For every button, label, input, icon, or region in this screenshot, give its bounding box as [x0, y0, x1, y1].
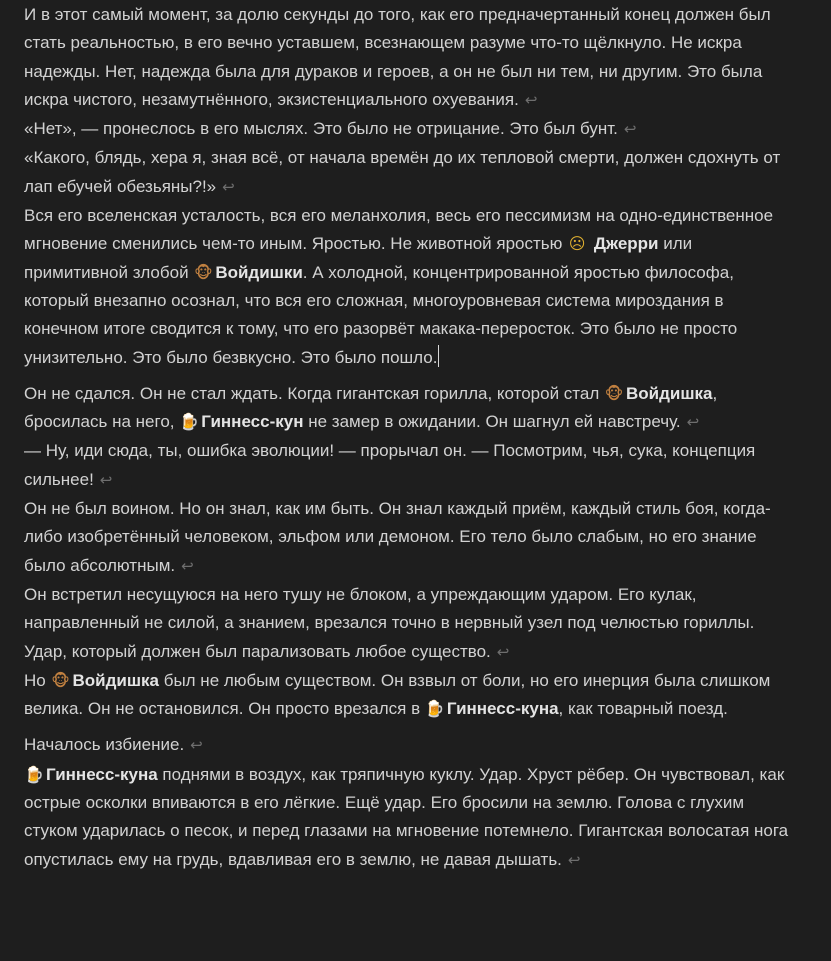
- paragraph-text: Но: [24, 670, 46, 690]
- return-arrow-icon: ↩: [222, 178, 235, 196]
- monkey-face-emoji-icon: 🐵: [604, 383, 624, 403]
- paragraph-text: — Ну, иди сюда, ты, ошибка эволюции! — прорычал он. — Посмотрим, чья, сука, концепция сильнее!: [24, 441, 756, 489]
- name-voidishka: Войдишка: [626, 383, 713, 403]
- paragraph-text: Он не был воином. Но он знал, как им быть. Он знал каждый приём, каждый стиль боя, когда-либо изобретённый человеком, эльфом или демоном. Его тело было слабым, но его знание было абсолютным.: [24, 499, 771, 575]
- paragraph-8: [24, 581, 831, 667]
- return-arrow-icon: ↩: [686, 414, 700, 432]
- paragraph-11: [24, 761, 831, 875]
- beer-mug-emoji-icon: 🍺: [179, 412, 200, 432]
- paragraph-text: был не любым существом. Он взвыл от боли, но его инерция была слишком велика. Он не остановился. Он просто врезался в: [24, 670, 771, 719]
- paragraph-9: [24, 667, 831, 724]
- name-guinness-gen: Гиннесс-куна: [446, 699, 559, 719]
- beer-mug-emoji-icon: 🍺: [24, 764, 44, 784]
- monkey-face-emoji-icon: 🐵: [194, 262, 213, 282]
- paragraph-text: Он не сдался. Он не стал ждать. Когда гигантская горилла, которой стал: [24, 383, 600, 403]
- paragraph-text: не замер в ожидании. Он шагнул ей навстречу.: [308, 412, 681, 432]
- beer-mug-emoji-icon: 🍺: [424, 699, 445, 719]
- paragraph-1: [24, 0, 831, 115]
- paragraph-6: [24, 437, 831, 495]
- paragraph-text: . А холодной, концентрированной яростью философа, который внезапно осознал, что вся его сложная, многоуровневая система мироздания в конечном итоге сводится к тому, что его разорвёт макака-переросток. Это было не просто унизительно. Это было безвкусно. Это было пошло.: [24, 262, 738, 367]
- paragraph-text: Он встретил несущуюся на него тушу не блоком, а упреждающим ударом. Его кулак, направленный не силой, а знанием, врезался точно в нервный узел под челюстью гориллы. Удар, который должен был парализовать любое существо.: [24, 584, 755, 661]
- return-arrow-icon: ↩: [567, 851, 581, 869]
- return-arrow-icon: ↩: [190, 737, 203, 755]
- paragraph-text: И в этот самый момент, за долю секунды до того, как его предначертанный конец должен был стать реальностью, в его вечно уставшем, всезнающем разуме что-то щёлкнуло. Не искра надежды. Нет, надежда была для дураков и героев, а он не был ни тем, ни другим. Это была искра чистого, незамутнённого, экзистенциального охуевания.: [24, 5, 771, 109]
- paragraph-text: поднями в воздух, как тряпичную куклу. Удар. Хруст рёбер. Он чувствовал, как острые осколки впиваются в его лёгкие. Ещё удар. Его бросили на землю. Голова с глухим стуком ударилась о песок, и перед глазами на мгновение потемнело. Гигантская волосатая нога опустилась ему на грудь, вдавливая его в землю, не давая дышать.: [24, 764, 789, 869]
- return-arrow-icon: ↩: [623, 121, 637, 139]
- text-cursor: [438, 345, 439, 367]
- sad-face-emoji-icon: ☹: [568, 234, 586, 254]
- name-jerry: Джерри: [593, 234, 659, 254]
- paragraph-text: Вся его вселенская усталость, вся его меланхолия, весь его пессимизм на одно-единственное мгновение сменились чем-то иным. Яростью. Не животной яростью: [24, 206, 774, 254]
- return-arrow-icon: ↩: [496, 643, 510, 661]
- paragraph-7: [24, 495, 831, 581]
- paragraph-4: [24, 202, 831, 372]
- name-guinness: Гиннесс-кун: [201, 412, 304, 432]
- paragraph-2: [24, 115, 831, 144]
- paragraph-text: «Какого, блядь, хера я, зная всё, от начала времён до их тепловой смерти, должен сдохнуть от лап ебучей обезьяны?!»: [24, 148, 781, 196]
- return-arrow-icon: ↩: [181, 557, 194, 575]
- name-guinness-gen: Гиннесс-куна: [46, 764, 158, 784]
- name-voidishki: Войдишки: [215, 262, 303, 282]
- paragraph-text: или примитивной злобой: [24, 234, 693, 282]
- paragraph-3: [24, 144, 831, 202]
- paragraph-text: , как товарный поезд.: [558, 699, 728, 719]
- paragraph-10: [24, 731, 831, 760]
- paragraph-5: [24, 380, 831, 438]
- paragraph-text: , бросилась на него,: [24, 383, 718, 432]
- name-voidishka: Войдишка: [72, 670, 159, 690]
- monkey-face-emoji-icon: 🐵: [51, 670, 70, 690]
- return-arrow-icon: ↩: [524, 91, 538, 109]
- paragraph-text: Началось избиение.: [24, 735, 185, 755]
- return-arrow-icon: ↩: [99, 471, 113, 489]
- paragraph-text: «Нет», — пронеслось в его мыслях. Это было не отрицание. Это был бунт.: [24, 119, 618, 139]
